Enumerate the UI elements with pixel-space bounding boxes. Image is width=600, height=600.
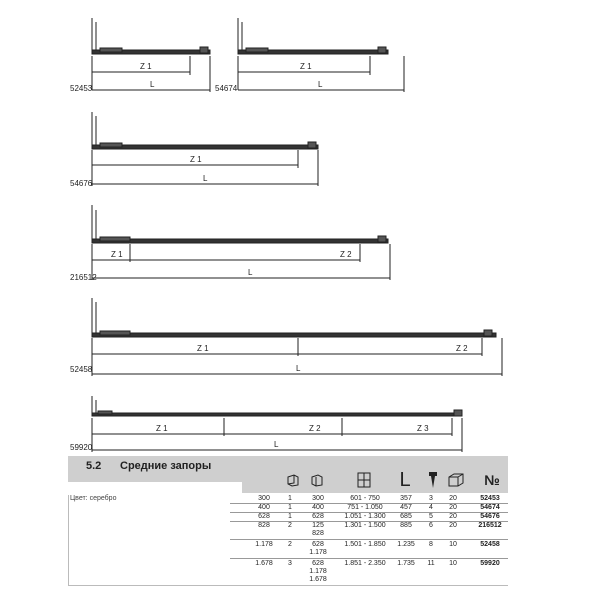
length-L-icon: L (399, 468, 411, 491)
dim-z1: Z 1 (111, 250, 123, 259)
section-number: 5.2 (86, 460, 102, 472)
dim-z1: Z 1 (156, 424, 168, 433)
table-bottom-border (68, 585, 508, 586)
drawing-code: 216512 (70, 273, 97, 282)
row-separator (230, 558, 508, 559)
sash-icon-a (284, 470, 302, 490)
package-icon (447, 470, 465, 490)
screw-icon (424, 470, 442, 490)
window-frame-icon (355, 470, 373, 490)
drawing-code: 59920 (70, 443, 93, 452)
dim-z1: Z 1 (190, 155, 202, 164)
dim-L: L (203, 174, 208, 183)
dim-z2: Z 2 (340, 250, 352, 259)
dim-L: L (318, 80, 323, 89)
drawing-code: 54676 (70, 179, 93, 188)
dim-L: L (274, 440, 279, 449)
table-header (242, 468, 508, 493)
dim-z2: Z 2 (309, 424, 321, 433)
drawing-code: 54674 (215, 84, 238, 93)
section-title: Средние запоры (120, 460, 212, 472)
sash-icon-b (308, 470, 326, 490)
dim-z1: Z 1 (140, 62, 152, 71)
dim-z2: Z 2 (456, 344, 468, 353)
dim-z1: Z 1 (300, 62, 312, 71)
drawing-code: 52458 (70, 365, 93, 374)
drawing-216512 (92, 205, 390, 280)
drawing-code: 52453 (70, 84, 93, 93)
number-icon: № (484, 472, 500, 488)
table-left-border (68, 495, 69, 585)
dim-z1: Z 1 (197, 344, 209, 353)
dim-L: L (248, 268, 253, 277)
color-label: Цвет: серебро (70, 495, 117, 502)
dim-z3: Z 3 (417, 424, 429, 433)
row-separator (230, 539, 508, 540)
dim-L: L (150, 80, 155, 89)
dim-L: L (296, 364, 301, 373)
